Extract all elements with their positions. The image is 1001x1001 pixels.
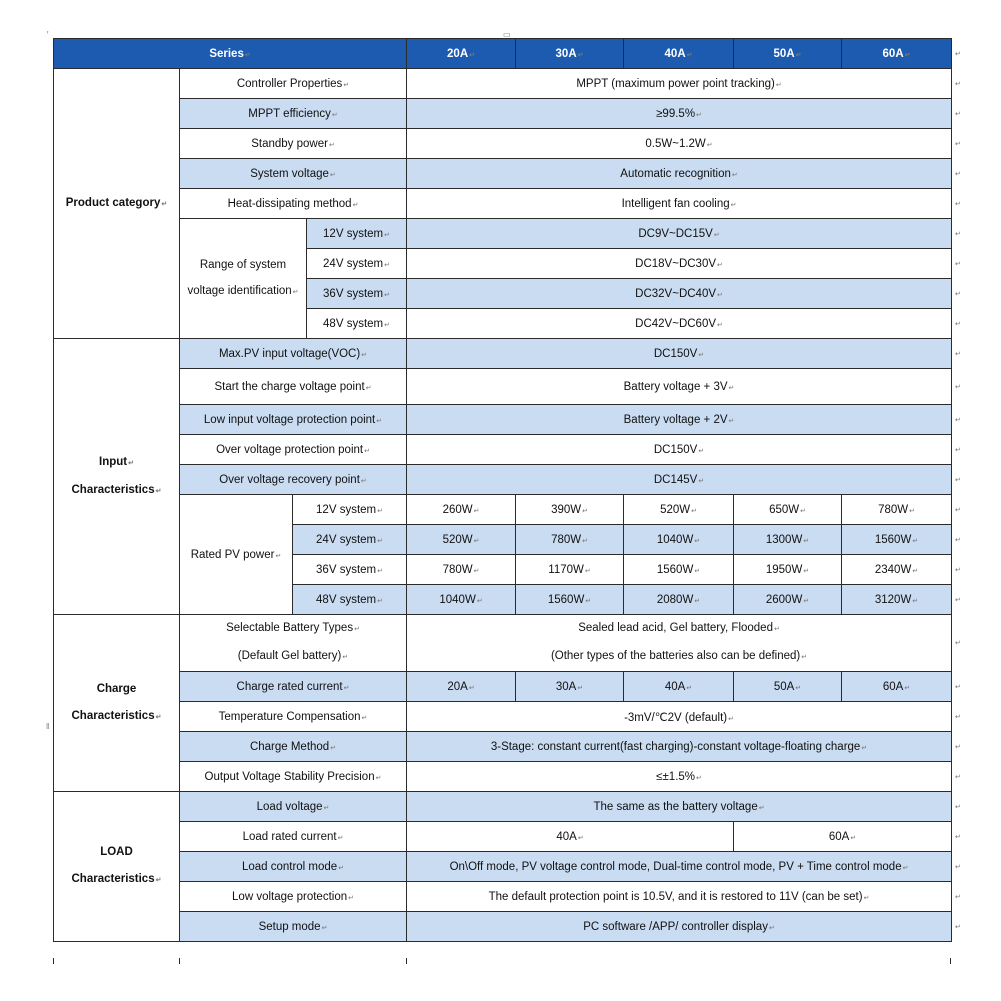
power-value: 650W↵ (734, 495, 842, 525)
header-row (54, 39, 952, 69)
row-value: ≥99.5%↵ (407, 99, 952, 129)
row-end-mark: ↵ (955, 200, 961, 208)
row-end-mark: ↵ (955, 713, 961, 721)
system-label: 48V system↵ (307, 309, 407, 339)
row-value: -3mV/℃2V (default)↵ (407, 702, 952, 732)
power-value: 520W↵ (624, 495, 734, 525)
system-label: 24V system↵ (307, 249, 407, 279)
row-label: System voltage↵ (180, 159, 407, 189)
category-cell: Input↵ Characteristics↵ (54, 339, 180, 615)
power-value: 2340W↵ (842, 555, 952, 585)
row-end-mark: ↵ (955, 260, 961, 268)
row-end-mark: ↵ (955, 476, 961, 484)
row-value: DC18V~DC30V↵ (407, 249, 952, 279)
row-end-mark: ↵ (955, 416, 961, 424)
table-row (54, 435, 952, 465)
power-value: 390W↵ (516, 495, 624, 525)
table-row (54, 732, 952, 762)
table-row (54, 912, 952, 942)
row-value: DC150V↵ (407, 435, 952, 465)
current-value: 60A↵ (842, 672, 952, 702)
current-value: 50A↵ (734, 672, 842, 702)
table-border (53, 958, 54, 964)
system-label: 24V system↵ (293, 525, 407, 555)
row-end-mark: ↵ (955, 110, 961, 118)
row-value: DC9V~DC15V↵ (407, 219, 952, 249)
row-label: Max.PV input voltage(VOC)↵ (180, 339, 407, 369)
power-value: 260W↵ (407, 495, 516, 525)
current-value: 20A↵ (407, 672, 516, 702)
table-move-handle[interactable]: ▭ (503, 30, 511, 39)
row-label: Over voltage recovery point↵ (180, 465, 407, 495)
row-end-mark: ↵ (955, 140, 961, 148)
row-end-mark: ↵ (955, 506, 961, 514)
power-value: 1040W↵ (624, 525, 734, 555)
system-label: 36V system↵ (293, 555, 407, 585)
row-value: PC software /APP/ controller display↵ (407, 912, 952, 942)
category-cell: Charge Characteristics↵ (54, 615, 180, 792)
model-header: 40A↵ (624, 39, 734, 69)
row-label: Low voltage protection↵ (180, 882, 407, 912)
row-label: Load control mode↵ (180, 852, 407, 882)
table-row (54, 615, 952, 672)
row-value: MPPT (maximum power point tracking)↵ (407, 69, 952, 99)
row-value: Intelligent fan cooling↵ (407, 189, 952, 219)
table-row (54, 405, 952, 435)
table-row (54, 369, 952, 405)
row-end-mark: ↵ (955, 80, 961, 88)
margin-mark: ǁ (46, 722, 50, 731)
row-value: Sealed lead acid, Gel battery, Flooded↵ (Other types of the batteries also can be defined)↵ (407, 615, 952, 672)
table-row (54, 882, 952, 912)
table-row (54, 339, 952, 369)
row-value: 60A↵ (734, 822, 952, 852)
table-row (54, 822, 952, 852)
row-end-mark: ↵ (955, 446, 961, 454)
row-end-mark: ↵ (955, 803, 961, 811)
power-value: 1950W↵ (734, 555, 842, 585)
row-end-mark: ↵ (955, 536, 961, 544)
power-value: 1560W↵ (624, 555, 734, 585)
row-end-mark: ↵ (955, 350, 961, 358)
row-label: Standby power↵ (180, 129, 407, 159)
table-border (406, 958, 407, 964)
power-value: 2600W↵ (734, 585, 842, 615)
row-value: Battery voltage + 2V↵ (407, 405, 952, 435)
row-value: The same as the battery voltage↵ (407, 792, 952, 822)
table-row (54, 702, 952, 732)
row-end-mark: ↵ (955, 923, 961, 931)
power-value: 1040W↵ (407, 585, 516, 615)
power-value: 1170W↵ (516, 555, 624, 585)
row-end-mark: ↵ (955, 566, 961, 574)
row-value: Automatic recognition↵ (407, 159, 952, 189)
row-label: Setup mode↵ (180, 912, 407, 942)
table-border (179, 958, 180, 964)
table-row (54, 189, 952, 219)
row-end-mark: ↵ (955, 383, 961, 391)
row-label: Temperature Compensation↵ (180, 702, 407, 732)
power-value: 3120W↵ (842, 585, 952, 615)
range-label: Range of system voltage identification↵ (180, 219, 307, 339)
table-row (54, 99, 952, 129)
model-header: 50A↵ (734, 39, 842, 69)
power-value: 1300W↵ (734, 525, 842, 555)
row-label: Controller Properties↵ (180, 69, 407, 99)
model-header: 20A↵ (407, 39, 516, 69)
power-value: 520W↵ (407, 525, 516, 555)
row-label: Over voltage protection point↵ (180, 435, 407, 465)
model-header: 60A↵ (842, 39, 952, 69)
series-header: Series↵ (54, 39, 407, 69)
row-label: Load voltage↵ (180, 792, 407, 822)
rated-pv-label: Rated PV power↵ (180, 495, 293, 615)
row-value: DC32V~DC40V↵ (407, 279, 952, 309)
current-value: 40A↵ (624, 672, 734, 702)
current-value: 30A↵ (516, 672, 624, 702)
power-value: 780W↵ (516, 525, 624, 555)
table-row (54, 852, 952, 882)
row-end-mark: ↵ (955, 773, 961, 781)
table-row (54, 69, 952, 99)
row-end-mark: ↵ (955, 863, 961, 871)
row-label: MPPT efficiency↵ (180, 99, 407, 129)
row-end-mark: ↵ (955, 683, 961, 691)
category-cell: LOAD Characteristics↵ (54, 792, 180, 942)
table-row (54, 672, 952, 702)
row-end-mark: ↵ (955, 596, 961, 604)
row-value: DC145V↵ (407, 465, 952, 495)
row-label: Charge Method↵ (180, 732, 407, 762)
model-header: 30A↵ (516, 39, 624, 69)
table-row (54, 792, 952, 822)
category-cell: Product category↵ (54, 69, 180, 339)
table-row (54, 159, 952, 189)
row-end-mark: ↵ (955, 743, 961, 751)
row-label: Start the charge voltage point↵ (180, 369, 407, 405)
table-row (54, 762, 952, 792)
row-value: 0.5W~1.2W↵ (407, 129, 952, 159)
table-row (54, 465, 952, 495)
row-end-mark: ↵ (955, 893, 961, 901)
row-end-mark: ↵ (955, 833, 961, 841)
row-end-mark: ↵ (955, 290, 961, 298)
row-label: Heat-dissipating method↵ (180, 189, 407, 219)
power-value: 780W↵ (407, 555, 516, 585)
system-label: 12V system↵ (293, 495, 407, 525)
row-label: Output Voltage Stability Precision↵ (180, 762, 407, 792)
system-label: 48V system↵ (293, 585, 407, 615)
row-value: The default protection point is 10.5V, and it is restored to 11V (can be set)↵ (407, 882, 952, 912)
row-value: 40A↵ (407, 822, 734, 852)
power-value: 2080W↵ (624, 585, 734, 615)
row-label: Low input voltage protection point↵ (180, 405, 407, 435)
table-row (54, 129, 952, 159)
system-label: 12V system↵ (307, 219, 407, 249)
power-value: 1560W↵ (842, 525, 952, 555)
power-value: 1560W↵ (516, 585, 624, 615)
row-end-mark: ↵ (955, 170, 961, 178)
row-end-mark: ↵ (955, 320, 961, 328)
row-label: Charge rated current↵ (180, 672, 407, 702)
spec-table (53, 38, 952, 942)
row-value: Battery voltage + 3V↵ (407, 369, 952, 405)
row-end-mark: ↵ (955, 230, 961, 238)
row-value: DC42V~DC60V↵ (407, 309, 952, 339)
row-end-mark: ↵ (955, 50, 961, 58)
row-value: ≤±1.5%↵ (407, 762, 952, 792)
row-value: On\Off mode, PV voltage control mode, Dual-time control mode, PV + Time control mode↵ (407, 852, 952, 882)
row-end-mark: ↵ (955, 640, 961, 647)
table-row (54, 495, 952, 525)
row-value: 3-Stage: constant current(fast charging)-constant voltage-floating charge↵ (407, 732, 952, 762)
table-row (54, 219, 952, 249)
margin-mark: ꞌ (47, 30, 49, 39)
system-label: 36V system↵ (307, 279, 407, 309)
power-value: 780W↵ (842, 495, 952, 525)
row-value: DC150V↵ (407, 339, 952, 369)
row-label: Selectable Battery Types↵ (Default Gel battery)↵ (180, 615, 407, 672)
row-label: Load rated current↵ (180, 822, 407, 852)
table-border (950, 958, 951, 964)
